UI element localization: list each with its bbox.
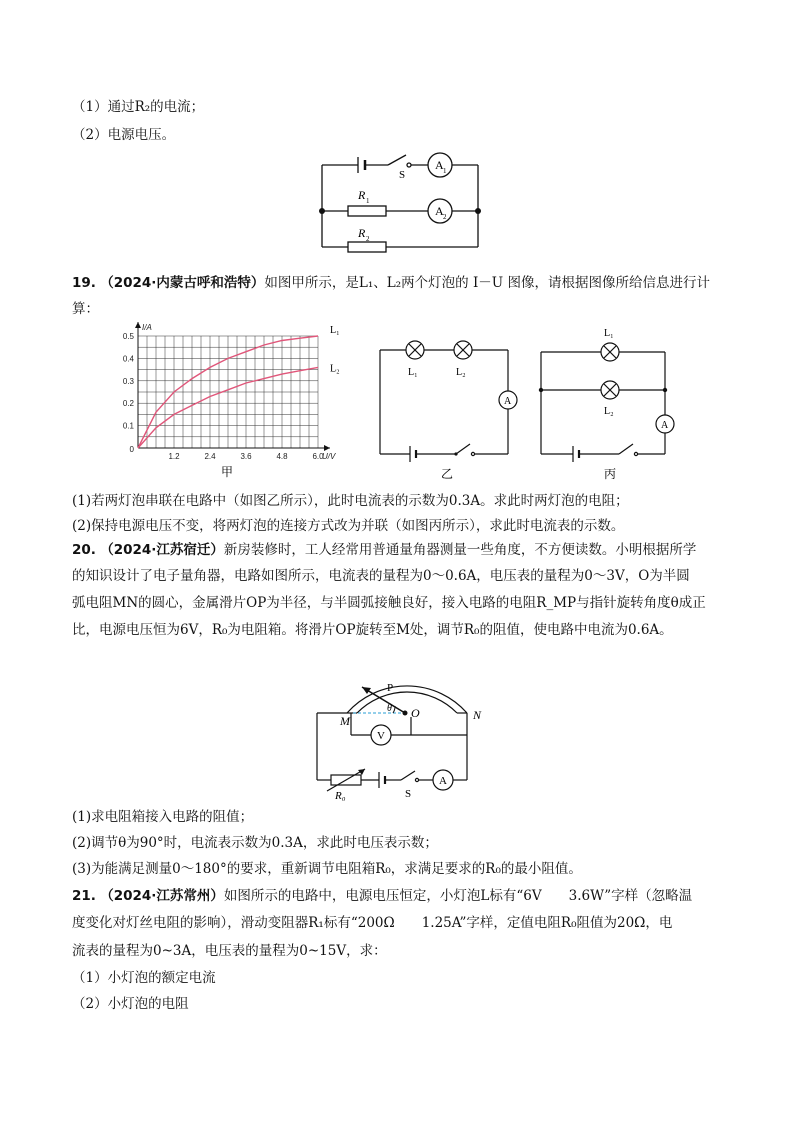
q20-source: （2024·江苏宿迁） (100, 542, 224, 558)
q21-sub2: （2）小灯泡的电阻 (72, 996, 189, 1012)
x-tick-label: 2.4 (204, 452, 216, 461)
q21-source: （2024·江苏常州） (100, 888, 224, 904)
parallel-circuit-bing (535, 322, 685, 480)
q19-number: 19. (72, 275, 96, 291)
q19-sub2: (2)保持电源电压不变，将两灯泡的连接方式改为并联（如图丙所示），求此时电流表的示数。 (72, 518, 625, 534)
lamp-l2-label: L₂ (604, 406, 614, 417)
ammeter-a1-subscript: 1 (443, 167, 447, 175)
y-tick-label: 0.3 (122, 376, 134, 386)
q20-sub3: (3)为能满足测量0～180°的要求，重新调节电阻箱R₀，求满足要求的R₀的最小阻值。 (72, 861, 582, 877)
x-tick-label: 4.8 (276, 452, 288, 461)
y-tick-label: 0.5 (122, 332, 134, 341)
label-p: P (387, 682, 394, 694)
chart-axes (135, 322, 330, 451)
chart-grid (138, 336, 318, 448)
q20-text3: 弧电阻MN的圆心，金属滑片OP为半径，与半圆弧接触良好，接入电路的电阻R_MP与指针旋转角度θ成正 (72, 595, 706, 611)
q19-text2: 算： (72, 301, 99, 317)
resistor-r2-subscript: 2 (366, 235, 370, 243)
lamp-l1-label: L₁ (408, 367, 418, 378)
r0-label: R₀ (335, 790, 346, 802)
x-axis-arrow (324, 445, 330, 451)
q20-text4: 比，电源电压恒为6V，R₀为电阻箱。将滑片OP旋转至M处，调节R₀的阻值，使电路中电流为0.6A。 (72, 622, 673, 638)
switch-label: S (405, 788, 412, 800)
origin-label: 0 (129, 445, 134, 454)
q21-text1: 如图所示的电路中，电源电压恒定，小灯泡L标有“6V 3.6W”字样（忽略温 (223, 888, 693, 904)
series-label-2: L₂ (330, 363, 340, 375)
y-axis-arrow (135, 322, 141, 328)
label-m: M (340, 714, 350, 728)
resistor-r1-label: R (358, 188, 366, 202)
ammeter-label: A (661, 420, 669, 431)
label-theta: θ (387, 703, 392, 714)
y-tick-label: 0.2 (122, 399, 134, 409)
label-n: N (473, 708, 482, 722)
q20-number: 20. (72, 542, 96, 558)
voltmeter-label: V (377, 730, 385, 742)
q18-circuit-diagram (310, 145, 490, 265)
x-tick-label: 1.2 (168, 452, 180, 461)
q20-sub2: (2)调节θ为90°时，电流表示数为0.3A，求此时电压表示数； (72, 835, 438, 851)
fig-label-yi: 乙 (440, 467, 454, 480)
ammeter-a2-subscript: 2 (443, 213, 447, 221)
resistor-r1-subscript: 1 (366, 197, 370, 205)
q19-text1: 如图甲所示，是L₁、L₂两个灯泡的 I－U 图像，请根据图像所给信息进行计 (264, 275, 710, 291)
q19-source: （2024·内蒙古呼和浩特） (100, 275, 265, 291)
q21-number: 21. (72, 888, 96, 904)
y-tick-label: 0.4 (122, 354, 134, 364)
ammeter-label: A (504, 396, 512, 407)
q21-text2: 度变化对灯丝电阻的影响），滑动变阻器R₁标有“200Ω 1.25A”字样，定值电阻R₀阻值为20Ω，电 (72, 915, 673, 931)
q20-text2: 的知识设计了电子量角器，电路如图所示，电流表的量程为0～0.6A，电压表的量程为0～3V，O为半圆 (72, 568, 690, 584)
switch-label: S (399, 169, 406, 181)
ammeter-a2-label: A (435, 204, 444, 218)
x-axis-label: U/V (322, 452, 336, 461)
ammeter-label: A (439, 775, 447, 787)
q20-sub1: (1)求电阻箱接入电路的阻值； (72, 809, 254, 825)
lamp-l1-label: L₁ (604, 328, 614, 339)
iu-chart (112, 318, 352, 480)
resistor-r2-label: R (358, 226, 366, 240)
label-o: O (411, 706, 420, 720)
y-tick-label: 0.1 (122, 421, 134, 431)
series-label-1: L₁ (330, 325, 340, 336)
q20-text1: 新房装修时，工人经常用普通量角器测量一些角度，不方便读数。小明根据所学 (223, 542, 697, 558)
q19-stem-line1 (72, 273, 710, 293)
x-tick-label: 3.6 (240, 452, 252, 461)
ammeter-a1-label: A (435, 158, 444, 172)
q19-sub1: (1)若两灯泡串联在电路中（如图乙所示），此时电流表的示数为0.3A。求此时两灯泡的电阻； (72, 493, 629, 509)
x-tick-label: 6.0 (312, 452, 324, 461)
series-circuit-yi (372, 336, 522, 480)
q21-sub1: （1）小灯泡的额定电流 (72, 970, 216, 986)
q21-text3: 流表的量程为0~3A，电压表的量程为0~15V，求： (72, 943, 387, 959)
q18-sub2: （2）电源电压。 (72, 127, 176, 143)
electronic-protractor-circuit (305, 645, 505, 803)
q21-stem-line1 (72, 886, 692, 906)
q20-stem-line1 (72, 540, 696, 560)
q18-sub1: （1）通过R₂的电流； (72, 99, 205, 115)
fig-label-jia: 甲 (220, 465, 234, 479)
lamp-l2-label: L₂ (456, 367, 466, 378)
fig-label-bing: 丙 (603, 467, 617, 480)
y-axis-label: I/A (142, 323, 152, 332)
